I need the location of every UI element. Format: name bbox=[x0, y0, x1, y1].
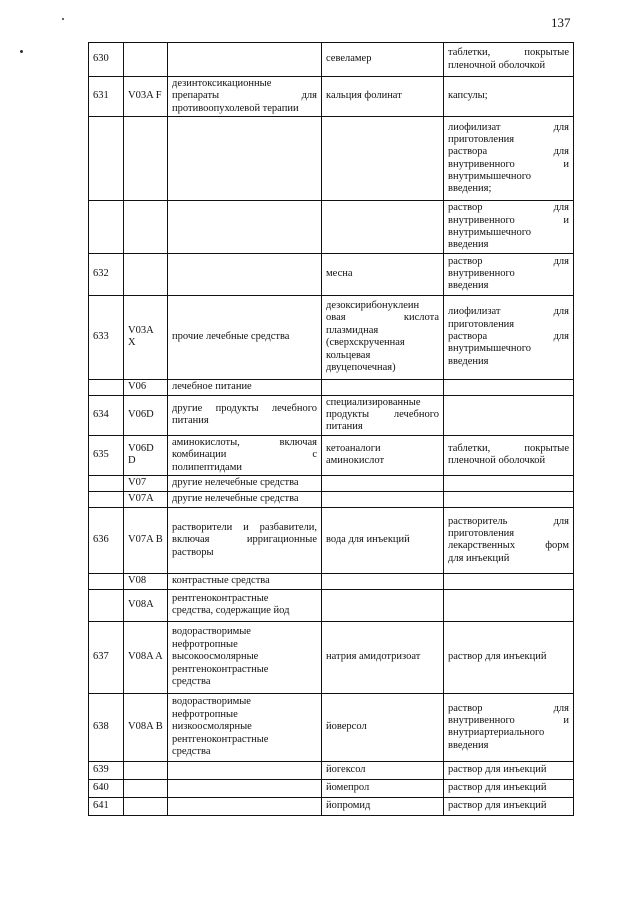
table-row bbox=[89, 475, 574, 491]
active-substance bbox=[322, 589, 444, 621]
table-row bbox=[89, 621, 574, 693]
row-number bbox=[89, 379, 124, 395]
atc-code: V03A X bbox=[124, 295, 168, 379]
dosage-form bbox=[444, 475, 574, 491]
dosage-form: лиофилизат для приготовления раствора для внутримышечного введения bbox=[444, 295, 574, 379]
pharm-group: другие нелечебные средства bbox=[168, 491, 322, 507]
dosage-form: раствор для инъекций bbox=[444, 797, 574, 815]
pharm-group: водорастворимые нефротропные высокоосмолярные рентгеноконтрастные средства bbox=[168, 621, 322, 693]
atc-code: V08A B bbox=[124, 693, 168, 761]
active-substance bbox=[322, 573, 444, 589]
pharm-group bbox=[168, 779, 322, 797]
atc-code bbox=[124, 43, 168, 77]
active-substance: йоверсол bbox=[322, 693, 444, 761]
active-substance bbox=[322, 475, 444, 491]
pharm-group bbox=[168, 797, 322, 815]
pharm-group: другие продукты лечебного питания bbox=[168, 395, 322, 435]
atc-code: V08A bbox=[124, 589, 168, 621]
dosage-form bbox=[444, 395, 574, 435]
table-row bbox=[89, 117, 574, 201]
atc-code: V07 bbox=[124, 475, 168, 491]
row-number: 634 bbox=[89, 395, 124, 435]
table-row bbox=[89, 379, 574, 395]
table-row bbox=[89, 779, 574, 797]
row-number bbox=[89, 475, 124, 491]
table-row bbox=[89, 77, 574, 117]
table-row bbox=[89, 435, 574, 475]
table-row bbox=[89, 589, 574, 621]
active-substance: вода для инъекций bbox=[322, 507, 444, 573]
active-substance bbox=[322, 117, 444, 201]
row-number: 635 bbox=[89, 435, 124, 475]
row-number: 638 bbox=[89, 693, 124, 761]
pharm-group: аминокислоты, включая комбинации с полипептидами bbox=[168, 435, 322, 475]
table-body bbox=[89, 43, 574, 816]
dosage-form: лиофилизат для приготовления раствора для внутривенного и внутримышечного введения; bbox=[444, 117, 574, 201]
pharm-group bbox=[168, 253, 322, 295]
pharm-group bbox=[168, 761, 322, 779]
table-row bbox=[89, 43, 574, 77]
pharm-group: дезинтоксикационные препараты для противоопухолевой терапии bbox=[168, 77, 322, 117]
active-substance: специализированные продукты лечебного питания bbox=[322, 395, 444, 435]
table-row bbox=[89, 395, 574, 435]
atc-code: V08 bbox=[124, 573, 168, 589]
pharm-group: рентгеноконтрастные средства, содержащие йод bbox=[168, 589, 322, 621]
table-row bbox=[89, 797, 574, 815]
atc-code: V03A F bbox=[124, 77, 168, 117]
dosage-form: раствор для внутривенного введения bbox=[444, 253, 574, 295]
pharm-group: прочие лечебные средства bbox=[168, 295, 322, 379]
drug-table bbox=[88, 42, 574, 816]
dosage-form: раствор для внутривенного и внутриартериального введения bbox=[444, 693, 574, 761]
active-substance: йогексол bbox=[322, 761, 444, 779]
active-substance bbox=[322, 491, 444, 507]
atc-code bbox=[124, 253, 168, 295]
dosage-form: растворитель для приготовления лекарственных форм для инъекций bbox=[444, 507, 574, 573]
active-substance: натрия амидотризоат bbox=[322, 621, 444, 693]
dosage-form: таблетки, покрытые пленочной оболочкой bbox=[444, 435, 574, 475]
row-number: 640 bbox=[89, 779, 124, 797]
pharm-group: другие нелечебные средства bbox=[168, 475, 322, 491]
dosage-form bbox=[444, 573, 574, 589]
pharm-group bbox=[168, 43, 322, 77]
atc-code: V07A bbox=[124, 491, 168, 507]
atc-code: V06D bbox=[124, 395, 168, 435]
pharm-group: водорастворимые нефротропные низкоосмолярные рентгеноконтрастные средства bbox=[168, 693, 322, 761]
atc-code: V07A B bbox=[124, 507, 168, 573]
table-row bbox=[89, 491, 574, 507]
active-substance: кетоаналоги аминокислот bbox=[322, 435, 444, 475]
pharm-group: лечебное питание bbox=[168, 379, 322, 395]
atc-code bbox=[124, 779, 168, 797]
table-row bbox=[89, 761, 574, 779]
row-number bbox=[89, 117, 124, 201]
atc-code: V06D D bbox=[124, 435, 168, 475]
active-substance: йомепрол bbox=[322, 779, 444, 797]
active-substance: кальция фолинат bbox=[322, 77, 444, 117]
row-number: 637 bbox=[89, 621, 124, 693]
row-number bbox=[89, 491, 124, 507]
row-number bbox=[89, 589, 124, 621]
row-number bbox=[89, 201, 124, 254]
page-number: 137 bbox=[551, 15, 571, 30]
atc-code: V08A A bbox=[124, 621, 168, 693]
row-number: 633 bbox=[89, 295, 124, 379]
active-substance bbox=[322, 379, 444, 395]
table-row bbox=[89, 693, 574, 761]
atc-code bbox=[124, 117, 168, 201]
dosage-form bbox=[444, 379, 574, 395]
table-row bbox=[89, 253, 574, 295]
table-row bbox=[89, 201, 574, 254]
atc-code bbox=[124, 761, 168, 779]
table-row bbox=[89, 295, 574, 379]
scan-speck bbox=[20, 50, 23, 53]
atc-code: V06 bbox=[124, 379, 168, 395]
active-substance: месна bbox=[322, 253, 444, 295]
dosage-form: раствор для инъекций bbox=[444, 621, 574, 693]
pharm-group bbox=[168, 117, 322, 201]
active-substance: севеламер bbox=[322, 43, 444, 77]
row-number: 641 bbox=[89, 797, 124, 815]
table-row bbox=[89, 573, 574, 589]
dosage-form: таблетки, покрытые пленочной оболочкой bbox=[444, 43, 574, 77]
dosage-form: раствор для внутривенного и внутримышечного введения bbox=[444, 201, 574, 254]
row-number: 631 bbox=[89, 77, 124, 117]
row-number: 636 bbox=[89, 507, 124, 573]
row-number: 630 bbox=[89, 43, 124, 77]
active-substance: дезоксирибонуклеин овая кислота плазмидная (сверхскрученная кольцевая двуцепочечная) bbox=[322, 295, 444, 379]
dosage-form bbox=[444, 589, 574, 621]
pharm-group: растворители и разбавители, включая ирригационные растворы bbox=[168, 507, 322, 573]
dosage-form bbox=[444, 491, 574, 507]
atc-code bbox=[124, 201, 168, 254]
dosage-form: раствор для инъекций bbox=[444, 779, 574, 797]
row-number: 632 bbox=[89, 253, 124, 295]
row-number bbox=[89, 573, 124, 589]
dosage-form: раствор для инъекций bbox=[444, 761, 574, 779]
scan-speck bbox=[62, 18, 64, 20]
pharm-group bbox=[168, 201, 322, 254]
active-substance: йопромид bbox=[322, 797, 444, 815]
row-number: 639 bbox=[89, 761, 124, 779]
atc-code bbox=[124, 797, 168, 815]
active-substance bbox=[322, 201, 444, 254]
table-row bbox=[89, 507, 574, 573]
dosage-form: капсулы; bbox=[444, 77, 574, 117]
pharm-group: контрастные средства bbox=[168, 573, 322, 589]
